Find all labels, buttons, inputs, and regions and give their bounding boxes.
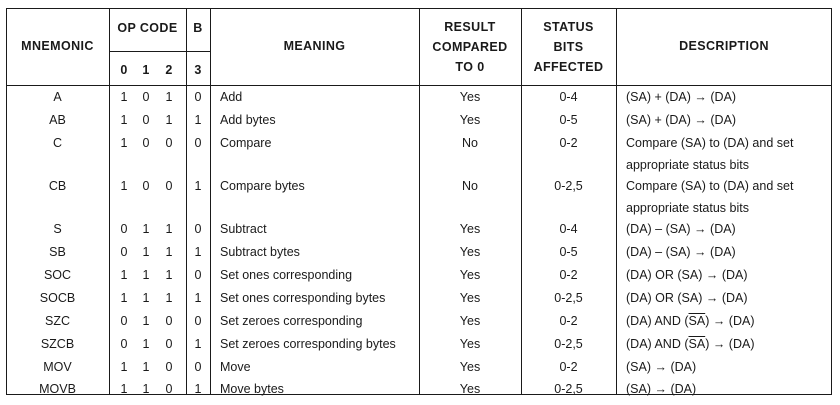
overline-sa: $\overline{SA}$: [688, 337, 706, 351]
row-opcode-bit-2: 0: [165, 337, 173, 351]
row-opcode-bit-0: 1: [120, 179, 128, 193]
row-opcode-bit-1: 1: [142, 360, 150, 374]
row-description-line: (SA) → (DA): [626, 360, 697, 374]
row-result-compared: No: [462, 136, 478, 150]
row-result-compared: Yes: [459, 382, 481, 396]
header-result-line-3: TO 0: [455, 60, 485, 74]
header-result-line-1: RESULT: [444, 20, 496, 34]
row-meaning: Set zeroes corresponding: [220, 314, 363, 328]
row-opcode-bit-2: 0: [165, 179, 173, 193]
row-opcode-bit-2: 0: [165, 136, 173, 150]
row-mnemonic: C: [52, 136, 63, 150]
row-description-line: Compare (SA) to (DA) and set: [626, 136, 794, 150]
row-mnemonic: AB: [49, 113, 66, 127]
row-mnemonic: A: [53, 90, 62, 104]
col-line-b: [210, 8, 211, 395]
row-description-line: appropriate status bits: [626, 201, 749, 215]
row-opcode-bit-0: 1: [120, 360, 128, 374]
row-meaning: Subtract: [220, 222, 267, 236]
row-opcode-bit-1: 1: [142, 268, 150, 282]
row-b-bit: 1: [194, 382, 202, 396]
row-result-compared: Yes: [459, 291, 481, 305]
row-b-bit: 1: [194, 245, 202, 259]
row-status-bits: 0-4: [559, 222, 578, 236]
header-status-line-1: STATUS: [543, 20, 594, 34]
row-opcode-bit-2: 0: [165, 314, 173, 328]
row-description-line: appropriate status bits: [626, 158, 749, 172]
row-mnemonic: MOV: [43, 360, 72, 374]
header-meaning: MEANING: [283, 39, 346, 53]
row-mnemonic: CB: [48, 179, 67, 193]
row-status-bits: 0-2: [559, 314, 578, 328]
row-opcode-bit-0: 0: [120, 314, 128, 328]
header-bit-2: 2: [165, 63, 173, 77]
row-status-bits: 0-2,5: [554, 382, 583, 396]
row-meaning: Set ones corresponding bytes: [220, 291, 386, 305]
row-b-bit: 1: [194, 337, 202, 351]
row-description-line: (DA) AND $(\overline{SA}) \to (DA)$: [626, 314, 755, 328]
row-opcode-bit-1: 1: [142, 291, 150, 305]
row-mnemonic: SZCB: [40, 337, 75, 351]
row-mnemonic: SB: [49, 245, 66, 259]
row-mnemonic: S: [53, 222, 62, 236]
row-b-bit: 1: [194, 291, 202, 305]
row-status-bits: 0-2,5: [554, 337, 583, 351]
row-opcode-bit-1: 1: [142, 314, 150, 328]
row-result-compared: Yes: [459, 314, 481, 328]
header-bit-1: 1: [142, 63, 150, 77]
row-b-bit: 1: [194, 179, 202, 193]
row-opcode-bit-1: 0: [142, 136, 150, 150]
row-opcode-bit-1: 0: [142, 179, 150, 193]
row-meaning: Subtract bytes: [220, 245, 300, 259]
header-b: B: [193, 21, 203, 35]
row-status-bits: 0-2: [559, 360, 578, 374]
row-result-compared: Yes: [459, 90, 481, 104]
row-opcode-bit-2: 0: [165, 382, 173, 396]
col-line-mnemonic: [109, 8, 110, 395]
row-opcode-bit-1: 1: [142, 245, 150, 259]
row-meaning: Add bytes: [220, 113, 276, 127]
row-opcode-bit-0: 0: [120, 222, 128, 236]
row-mnemonic: SOC: [43, 268, 72, 282]
row-result-compared: No: [462, 179, 478, 193]
header-bit-0: 0: [120, 63, 128, 77]
row-opcode-bit-0: 0: [120, 245, 128, 259]
row-meaning: Set ones corresponding: [220, 268, 353, 282]
row-opcode-bit-2: 1: [165, 268, 173, 282]
row-status-bits: 0-5: [559, 245, 578, 259]
row-result-compared: Yes: [459, 360, 481, 374]
row-meaning: Add: [220, 90, 243, 104]
row-description-line: (DA) OR (SA) → (DA): [626, 268, 748, 282]
row-b-bit: 0: [194, 268, 202, 282]
row-opcode-bit-0: 1: [120, 382, 128, 396]
row-opcode-bit-1: 1: [142, 382, 150, 396]
row-opcode-bit-0: 1: [120, 136, 128, 150]
table-border-right: [831, 8, 832, 395]
row-description-line: Compare (SA) to (DA) and set: [626, 179, 794, 193]
row-opcode-bit-1: 1: [142, 222, 150, 236]
row-opcode-bit-1: 0: [142, 113, 150, 127]
header-result-line-2: COMPARED: [432, 40, 508, 54]
row-meaning: Compare bytes: [220, 179, 305, 193]
row-status-bits: 0-2: [559, 136, 578, 150]
row-opcode-bit-1: 1: [142, 337, 150, 351]
row-result-compared: Yes: [459, 245, 481, 259]
instruction-table: [6, 8, 832, 395]
row-opcode-bit-0: 1: [120, 113, 128, 127]
row-description-line: (DA) – (SA) → (DA): [626, 222, 736, 236]
header-status-line-3: AFFECTED: [533, 60, 604, 74]
row-description-line: (DA) – (SA) → (DA): [626, 245, 736, 259]
row-description-line: (DA) OR (SA) → (DA): [626, 291, 748, 305]
row-opcode-bit-0: 1: [120, 268, 128, 282]
row-opcode-bit-0: 1: [120, 291, 128, 305]
row-b-bit: 0: [194, 360, 202, 374]
row-opcode-bit-2: 1: [165, 90, 173, 104]
row-opcode-bit-2: 0: [165, 360, 173, 374]
overline-sa: $\overline{SA}$: [688, 314, 706, 328]
row-meaning: Set zeroes corresponding bytes: [220, 337, 396, 351]
col-line-opcode: [186, 8, 187, 395]
row-meaning: Move bytes: [220, 382, 284, 396]
row-description-line: (SA) → (DA): [626, 382, 697, 396]
row-b-bit: 0: [194, 314, 202, 328]
row-opcode-bit-0: 1: [120, 90, 128, 104]
row-status-bits: 0-5: [559, 113, 578, 127]
row-status-bits: 0-4: [559, 90, 578, 104]
row-b-bit: 1: [194, 113, 202, 127]
row-b-bit: 0: [194, 136, 202, 150]
row-mnemonic: SOCB: [39, 291, 76, 305]
row-status-bits: 0-2: [559, 268, 578, 282]
row-opcode-bit-2: 1: [165, 245, 173, 259]
header-status-line-2: BITS: [553, 40, 584, 54]
row-status-bits: 0-2,5: [554, 291, 583, 305]
row-opcode-bit-2: 1: [165, 291, 173, 305]
row-result-compared: Yes: [459, 222, 481, 236]
row-result-compared: Yes: [459, 268, 481, 282]
row-meaning: Move: [220, 360, 251, 374]
row-mnemonic: MOVB: [39, 382, 76, 396]
row-status-bits: 0-2,5: [554, 179, 583, 193]
row-opcode-bit-2: 1: [165, 113, 173, 127]
header-mnemonic: MNEMONIC: [21, 39, 94, 53]
opcode-subheader-line: [109, 51, 210, 52]
row-opcode-bit-0: 0: [120, 337, 128, 351]
row-b-bit: 0: [194, 90, 202, 104]
row-description-line: (SA) + (DA) → (DA): [626, 113, 737, 127]
header-description: DESCRIPTION: [679, 39, 769, 53]
row-b-bit: 0: [194, 222, 202, 236]
col-line-status: [616, 8, 617, 395]
row-result-compared: Yes: [459, 113, 481, 127]
row-opcode-bit-2: 1: [165, 222, 173, 236]
header-op-code: OP CODE: [117, 21, 178, 35]
row-opcode-bit-1: 0: [142, 90, 150, 104]
row-result-compared: Yes: [459, 337, 481, 351]
row-mnemonic: SZC: [45, 314, 70, 328]
row-meaning: Compare: [220, 136, 272, 150]
header-bit-3: 3: [194, 63, 202, 77]
row-description-line: (DA) AND $(\overline{SA}) \to (DA)$: [626, 337, 755, 351]
row-description-line: (SA) + (DA) → (DA): [626, 90, 737, 104]
